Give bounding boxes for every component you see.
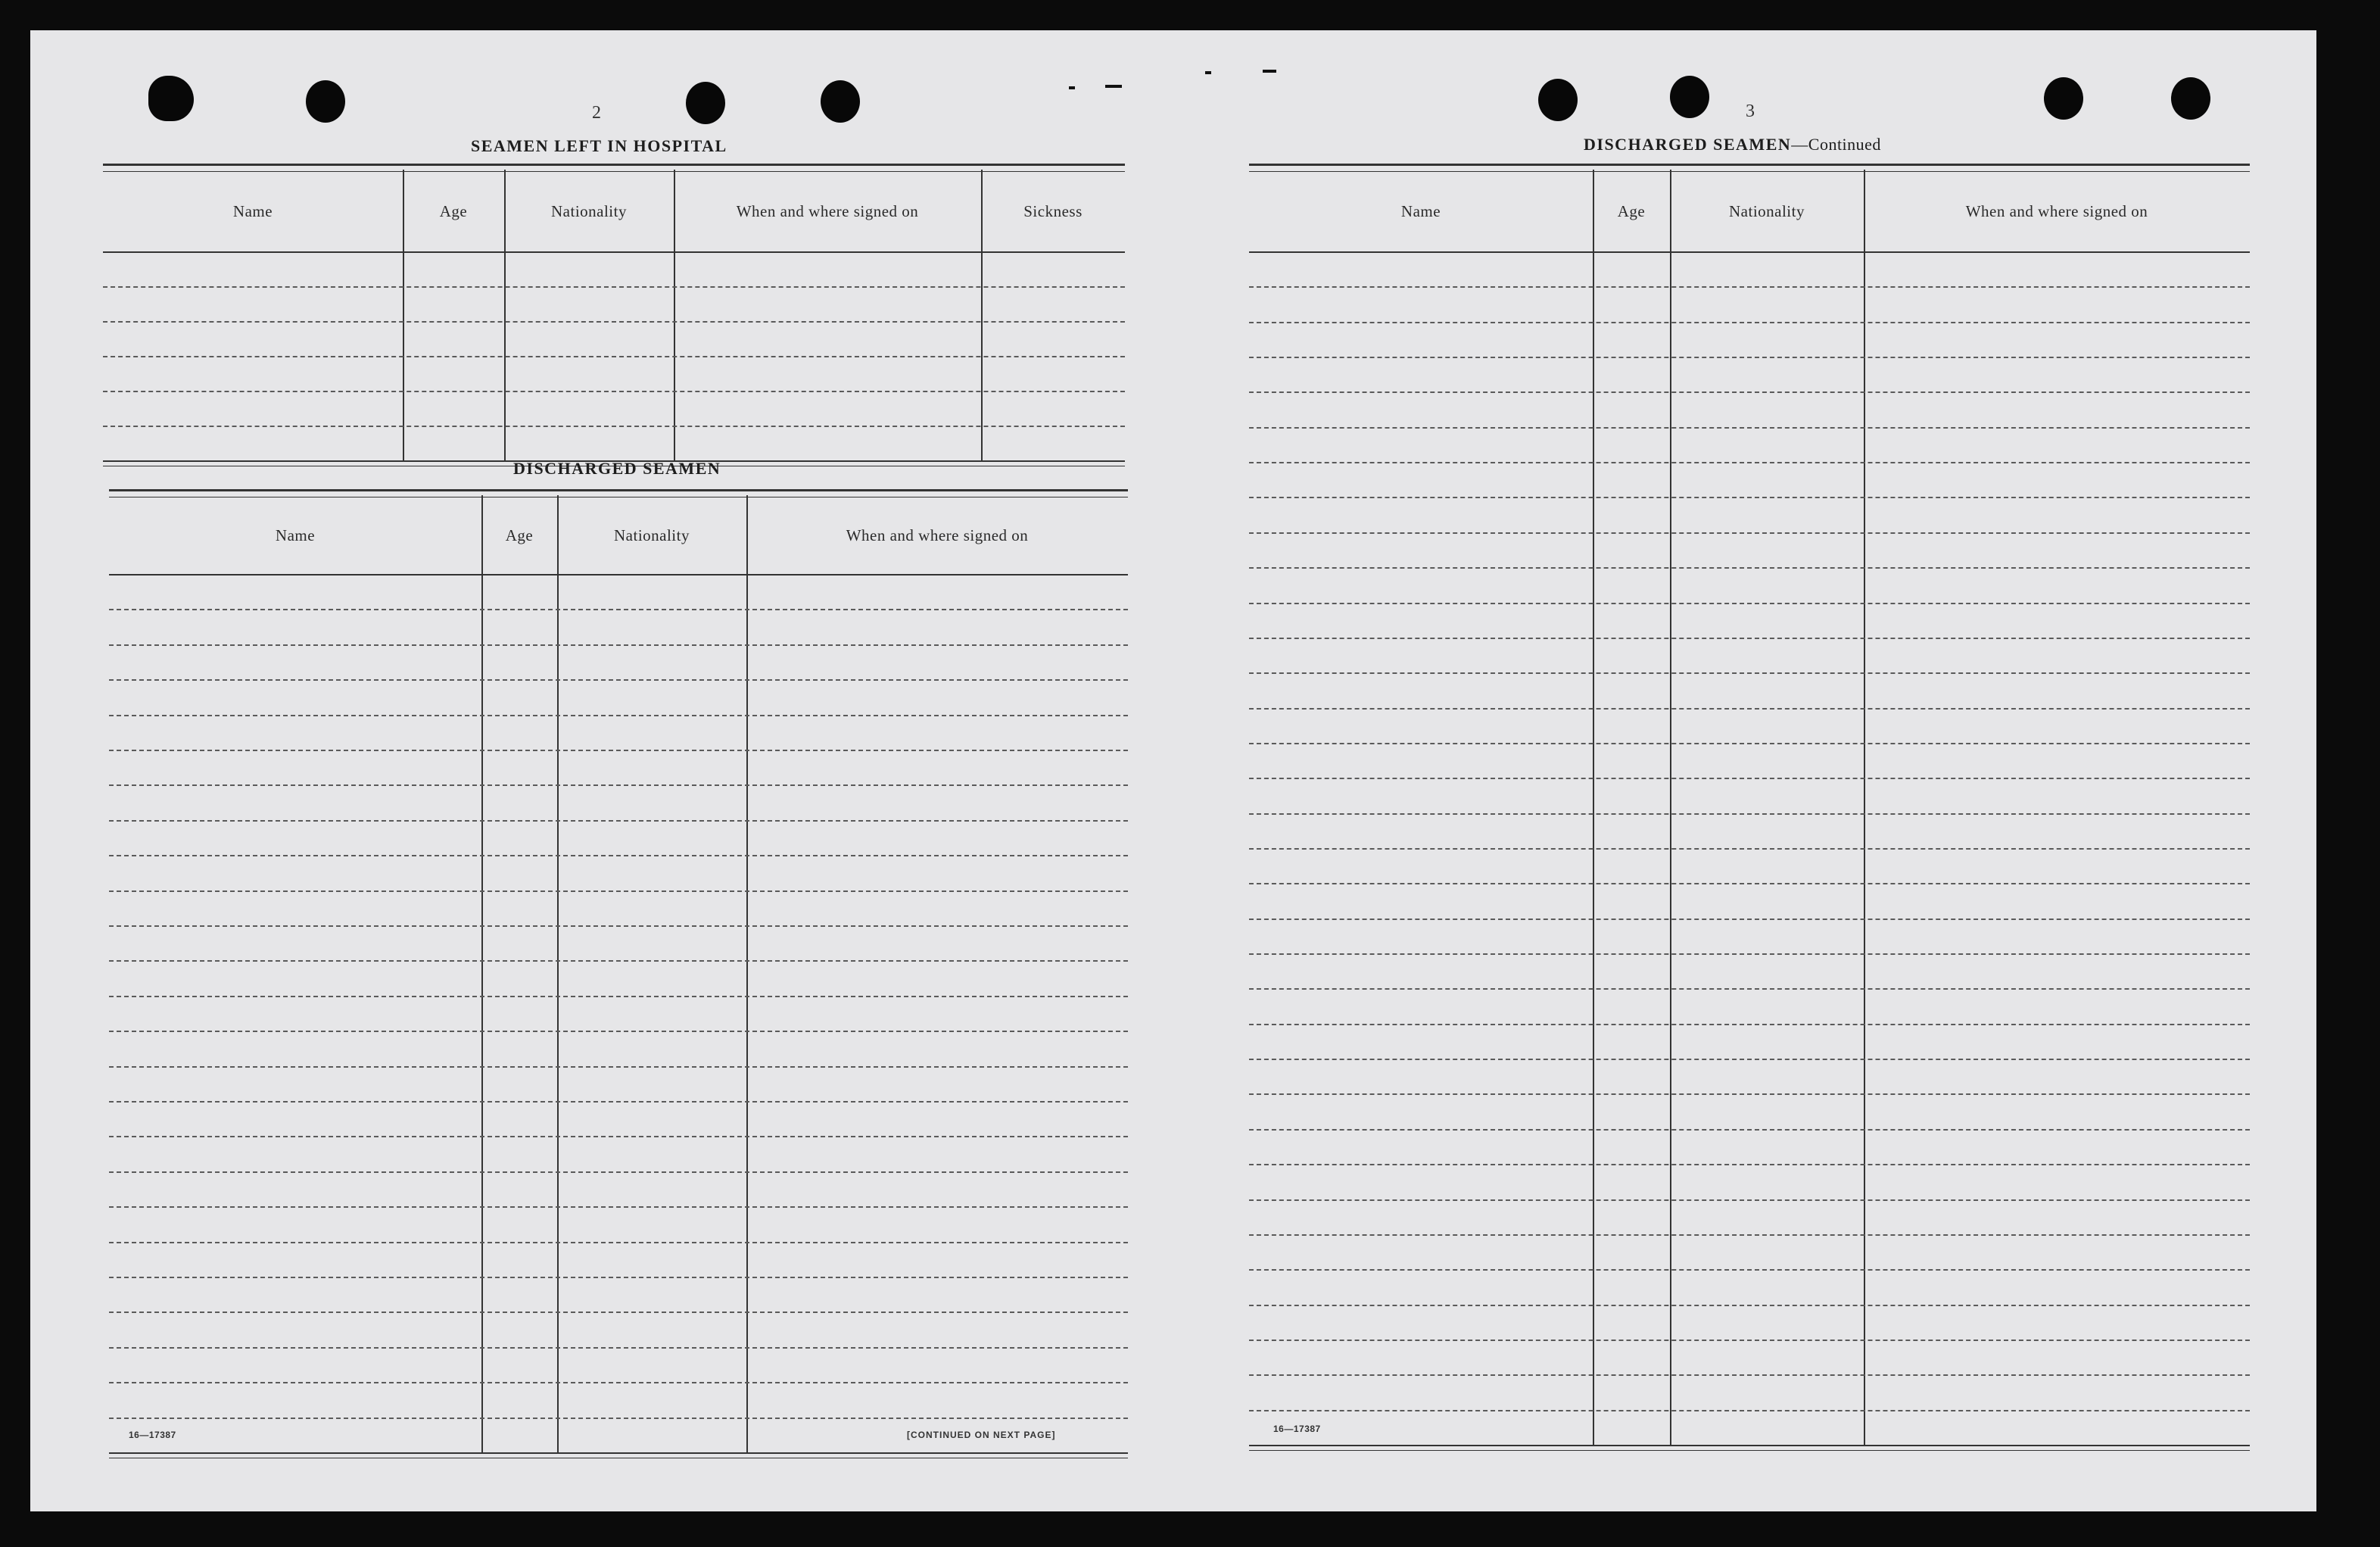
column-header: Age xyxy=(505,526,534,544)
entry-line xyxy=(109,996,1128,997)
punch-hole xyxy=(2044,77,2083,120)
column-divider xyxy=(1593,170,1594,1445)
entry-line xyxy=(109,609,1128,610)
entry-line xyxy=(109,1171,1128,1173)
entry-line xyxy=(103,356,1125,357)
entry-line xyxy=(1249,1269,2250,1271)
entry-line xyxy=(1249,427,2250,429)
entry-line xyxy=(1249,1234,2250,1236)
entry-line xyxy=(1249,497,2250,498)
column-header: Nationality xyxy=(614,526,690,544)
punch-hole xyxy=(686,82,725,124)
column-header: When and where signed on xyxy=(846,526,1029,544)
column-divider xyxy=(557,495,559,1452)
entry-line xyxy=(1249,357,2250,358)
entry-line xyxy=(1249,1340,2250,1341)
column-divider xyxy=(481,495,483,1452)
entry-line xyxy=(109,1418,1128,1419)
continued-note: [CONTINUED ON NEXT PAGE] xyxy=(907,1430,1056,1440)
entry-line xyxy=(1249,567,2250,569)
column-header: Name xyxy=(1400,201,1441,220)
column-divider xyxy=(981,170,983,460)
form-number: 16—17387 xyxy=(129,1430,176,1440)
entry-line xyxy=(1249,1164,2250,1165)
ink-speck xyxy=(1105,85,1122,88)
discharged-continued-table xyxy=(1249,164,2250,1449)
column-header: Name xyxy=(232,201,273,220)
discharged-table xyxy=(109,489,1128,1457)
column-divider xyxy=(403,170,404,460)
form-number: 16—17387 xyxy=(1273,1424,1321,1434)
entry-line xyxy=(1249,919,2250,920)
entry-line xyxy=(109,1206,1128,1208)
entry-line xyxy=(109,1031,1128,1032)
column-header: When and where signed on xyxy=(736,201,919,220)
entry-line xyxy=(1249,286,2250,288)
entry-line xyxy=(109,1242,1128,1243)
punch-hole xyxy=(306,80,345,123)
column-divider xyxy=(504,170,506,460)
entry-line xyxy=(109,644,1128,646)
entry-line xyxy=(109,750,1128,751)
column-divider xyxy=(1864,170,1865,1445)
entry-line xyxy=(109,784,1128,786)
entry-line xyxy=(1249,462,2250,463)
discharged-section-title: DISCHARGED SEAMEN xyxy=(513,459,721,478)
entry-line xyxy=(1249,1199,2250,1201)
entry-line xyxy=(109,820,1128,822)
entry-line xyxy=(1249,638,2250,639)
entry-line xyxy=(109,1382,1128,1383)
column-header: Nationality xyxy=(1729,201,1805,220)
column-header: Age xyxy=(1617,201,1646,220)
page-number: 2 xyxy=(592,103,602,123)
entry-line xyxy=(1249,322,2250,323)
entry-line xyxy=(1249,813,2250,815)
entry-line xyxy=(109,925,1128,927)
entry-line xyxy=(1249,672,2250,674)
page-number: 3 xyxy=(1746,101,1755,121)
entry-line xyxy=(103,321,1125,323)
entry-line xyxy=(1249,953,2250,955)
header-rule xyxy=(103,251,1125,253)
entry-line xyxy=(1249,708,2250,710)
entry-line xyxy=(109,1136,1128,1137)
header-rule xyxy=(109,574,1128,575)
entry-line xyxy=(1249,1129,2250,1131)
ink-speck xyxy=(1069,86,1075,89)
hospital-section-title: SEAMEN LEFT IN HOSPITAL xyxy=(471,136,727,155)
entry-line xyxy=(1249,1410,2250,1411)
punch-hole xyxy=(1538,79,1578,121)
entry-line xyxy=(1249,603,2250,604)
entry-line xyxy=(1249,391,2250,393)
entry-line xyxy=(109,679,1128,681)
punch-hole xyxy=(821,80,860,123)
column-divider xyxy=(746,495,748,1452)
column-divider xyxy=(674,170,675,460)
entry-line xyxy=(109,1347,1128,1349)
entry-line xyxy=(1249,743,2250,744)
entry-line xyxy=(1249,778,2250,779)
entry-line xyxy=(1249,848,2250,850)
header-rule xyxy=(1249,251,2250,253)
entry-line xyxy=(109,1101,1128,1103)
bottom-rule xyxy=(1249,1445,2250,1451)
hospital-table xyxy=(103,164,1125,465)
column-header: Name xyxy=(275,526,316,544)
entry-line xyxy=(103,391,1125,392)
document-sheet xyxy=(30,30,2316,1511)
ink-speck xyxy=(1263,70,1276,73)
discharged-continued-title xyxy=(1584,135,1881,154)
entry-line xyxy=(1249,1024,2250,1025)
entry-line xyxy=(103,426,1125,427)
entry-line xyxy=(1249,1305,2250,1306)
entry-line xyxy=(103,286,1125,288)
title-suffix: —Continued xyxy=(1791,135,1881,154)
column-header: Nationality xyxy=(551,201,627,220)
entry-line xyxy=(109,890,1128,892)
entry-line xyxy=(109,715,1128,716)
bottom-rule xyxy=(109,1452,1128,1458)
title-main: DISCHARGED SEAMEN xyxy=(1584,135,1792,154)
entry-line xyxy=(1249,532,2250,534)
column-header: Sickness xyxy=(1023,201,1083,220)
ink-speck xyxy=(1205,71,1211,74)
entry-line xyxy=(109,960,1128,962)
column-header: Age xyxy=(439,201,468,220)
entry-line xyxy=(1249,988,2250,990)
entry-line xyxy=(1249,1374,2250,1376)
column-divider xyxy=(1670,170,1671,1445)
entry-line xyxy=(1249,1093,2250,1095)
punch-hole xyxy=(1670,76,1709,118)
entry-line xyxy=(109,1312,1128,1313)
entry-line xyxy=(109,1066,1128,1068)
entry-line xyxy=(1249,883,2250,884)
punch-hole xyxy=(2171,77,2210,120)
entry-line xyxy=(109,1277,1128,1278)
punch-hole xyxy=(148,76,194,121)
entry-line xyxy=(1249,1059,2250,1060)
column-header: When and where signed on xyxy=(1965,201,2148,220)
entry-line xyxy=(109,855,1128,856)
